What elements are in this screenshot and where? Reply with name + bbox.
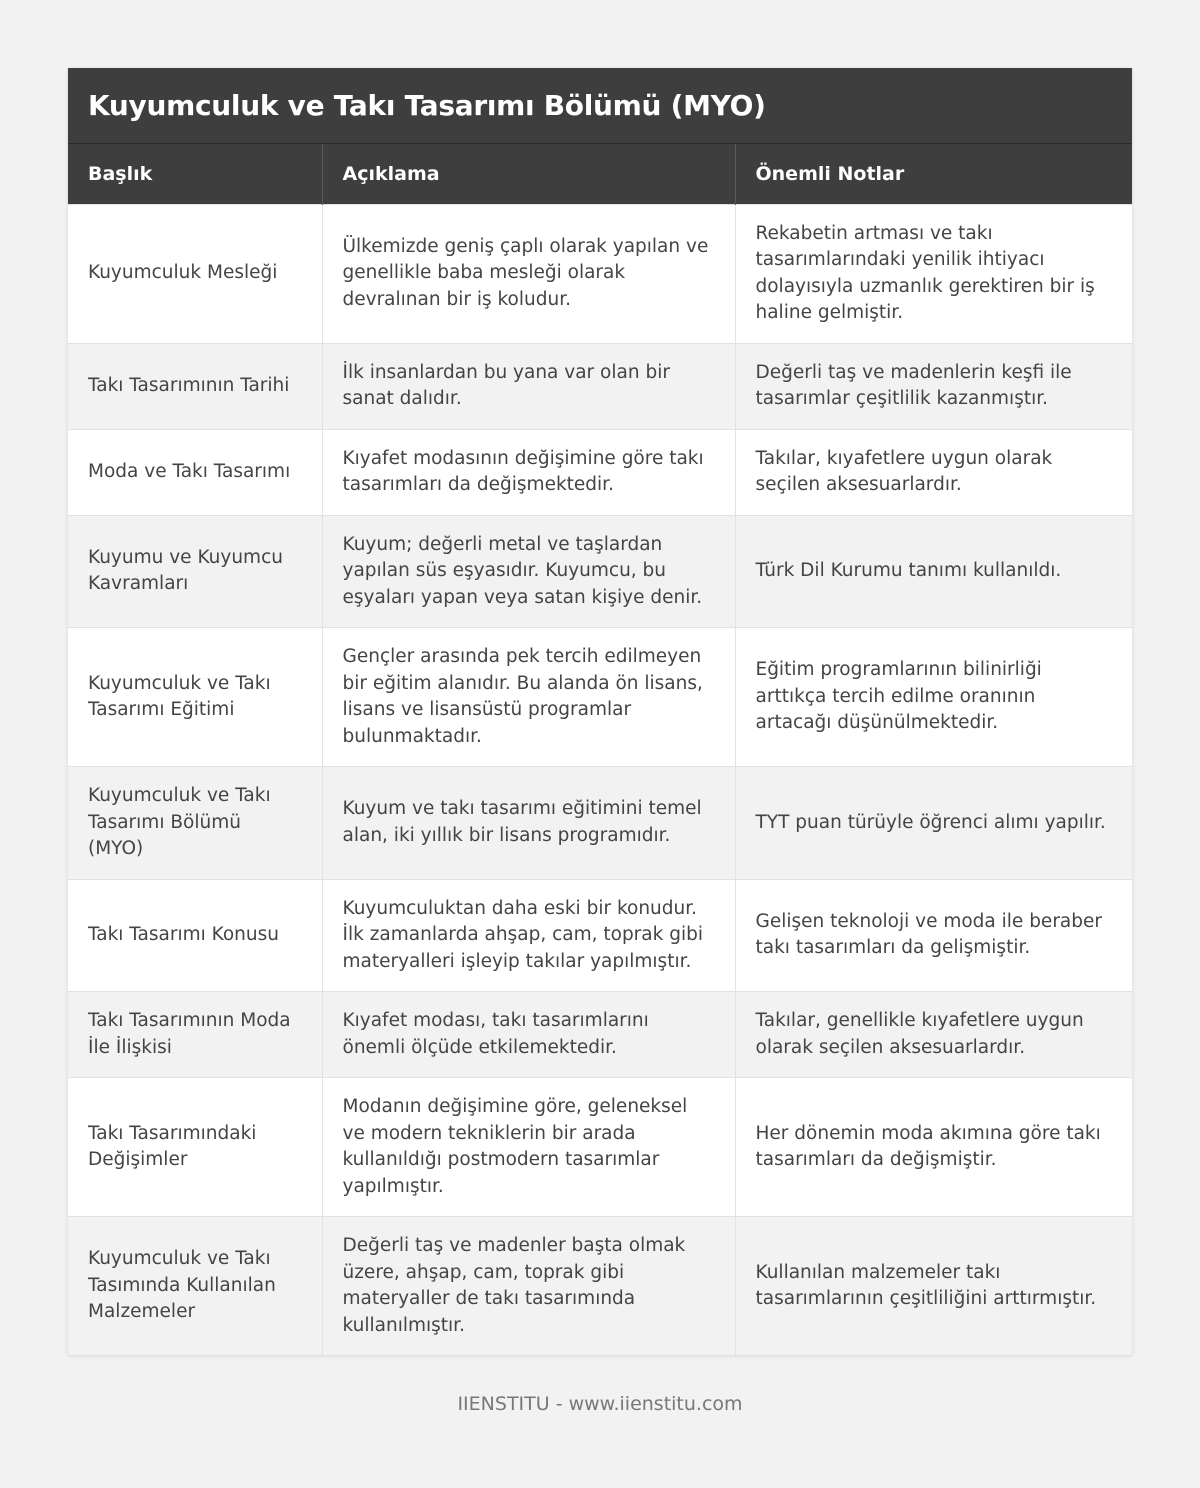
table-body — [68, 204, 1132, 1355]
cell-onemli-notlar: Gelişen teknoloji ve moda ile beraber takı tasarımları da gelişmiştir. — [735, 879, 1132, 992]
cell-onemli-notlar: Değerli taş ve madenlerin keşfi ile tasarımlar çeşitlilik kazanmıştır. — [735, 343, 1132, 429]
cell-baslik: Kuyumu ve Kuyumcu Kavramları — [68, 515, 322, 628]
header-aciklama: Açıklama — [322, 144, 735, 204]
footer-credit: IIENSTITU - www.iienstitu.com — [457, 1393, 743, 1415]
table-row — [68, 204, 1132, 343]
cell-baslik: Kuyumculuk ve Takı Tasımında Kullanılan Malzemeler — [68, 1217, 322, 1356]
cell-aciklama: Kuyum ve takı tasarımı eğitimini temel alan, iki yıllık bir lisans programıdır. — [322, 767, 735, 880]
table-row — [68, 767, 1132, 880]
cell-onemli-notlar: Takılar, genellikle kıyafetlere uygun olarak seçilen aksesuarlardır. — [735, 992, 1132, 1078]
cell-aciklama: Kıyafet modası, takı tasarımlarını önemli ölçüde etkilemektedir. — [322, 992, 735, 1078]
title-bar — [68, 68, 1132, 144]
table-row — [68, 515, 1132, 628]
cell-onemli-notlar: Takılar, kıyafetlere uygun olarak seçilen aksesuarlardır. — [735, 429, 1132, 515]
table-row — [68, 1078, 1132, 1217]
cell-aciklama: Kuyumculuktan daha eski bir konudur. İlk zamanlarda ahşap, cam, toprak gibi materyalleri işleyip takılar yapılmıştır. — [322, 879, 735, 992]
cell-aciklama: Gençler arasında pek tercih edilmeyen bir eğitim alanıdır. Bu alanda ön lisans, lisans ve lisansüstü programlar bulunmaktadır. — [322, 628, 735, 767]
cell-aciklama: Modanın değişimine göre, geleneksel ve modern tekniklerin bir arada kullanıldığı postmodern tasarımlar yapılmıştır. — [322, 1078, 735, 1217]
header-baslik: Başlık — [68, 144, 322, 204]
cell-baslik: Kuyumculuk ve Takı Tasarımı Eğitimi — [68, 628, 322, 767]
cell-baslik: Takı Tasarımının Tarihi — [68, 343, 322, 429]
cell-aciklama: Değerli taş ve madenler başta olmak üzere, ahşap, cam, toprak gibi materyaller de takı tasarımında kullanılmıştır. — [322, 1217, 735, 1356]
cell-onemli-notlar: Her dönemin moda akımına göre takı tasarımları da değişmiştir. — [735, 1078, 1132, 1217]
table-card — [68, 68, 1132, 1355]
cell-onemli-notlar: Türk Dil Kurumu tanımı kullanıldı. — [735, 515, 1132, 628]
table-row — [68, 879, 1132, 992]
page-title: Kuyumculuk ve Takı Tasarımı Bölümü (MYO) — [88, 89, 766, 122]
cell-baslik: Takı Tasarımının Moda İle İlişkisi — [68, 992, 322, 1078]
cell-aciklama: Kıyafet modasının değişimine göre takı tasarımları da değişmektedir. — [322, 429, 735, 515]
cell-baslik: Kuyumculuk Mesleği — [68, 204, 322, 343]
table-row — [68, 992, 1132, 1078]
cell-baslik: Moda ve Takı Tasarımı — [68, 429, 322, 515]
table-header — [68, 144, 1132, 204]
table-row — [68, 1217, 1132, 1356]
header-onemli-notlar: Önemli Notlar — [735, 144, 1132, 204]
cell-onemli-notlar: Kullanılan malzemeler takı tasarımlarının çeşitliliğini arttırmıştır. — [735, 1217, 1132, 1356]
table-row — [68, 429, 1132, 515]
cell-onemli-notlar: TYT puan türüyle öğrenci alımı yapılır. — [735, 767, 1132, 880]
cell-aciklama: İlk insanlardan bu yana var olan bir sanat dalıdır. — [322, 343, 735, 429]
table-row — [68, 628, 1132, 767]
cell-onemli-notlar: Eğitim programlarının bilinirliği arttıkça tercih edilme oranının artacağı düşünülmektedir. — [735, 628, 1132, 767]
table-row — [68, 343, 1132, 429]
cell-baslik: Kuyumculuk ve Takı Tasarımı Bölümü (MYO) — [68, 767, 322, 880]
info-table — [68, 144, 1132, 1355]
cell-aciklama: Kuyum; değerli metal ve taşlardan yapılan süs eşyasıdır. Kuyumcu, bu eşyaları yapan veya satan kişiye denir. — [322, 515, 735, 628]
cell-baslik: Takı Tasarımı Konusu — [68, 879, 322, 992]
header-row — [68, 144, 1132, 204]
cell-baslik: Takı Tasarımındaki Değişimler — [68, 1078, 322, 1217]
cell-aciklama: Ülkemizde geniş çaplı olarak yapılan ve genellikle baba mesleği olarak devralınan bir iş koludur. — [322, 204, 735, 343]
cell-onemli-notlar: Rekabetin artması ve takı tasarımlarındaki yenilik ihtiyacı dolayısıyla uzmanlık gerektiren bir iş haline gelmiştir. — [735, 204, 1132, 343]
